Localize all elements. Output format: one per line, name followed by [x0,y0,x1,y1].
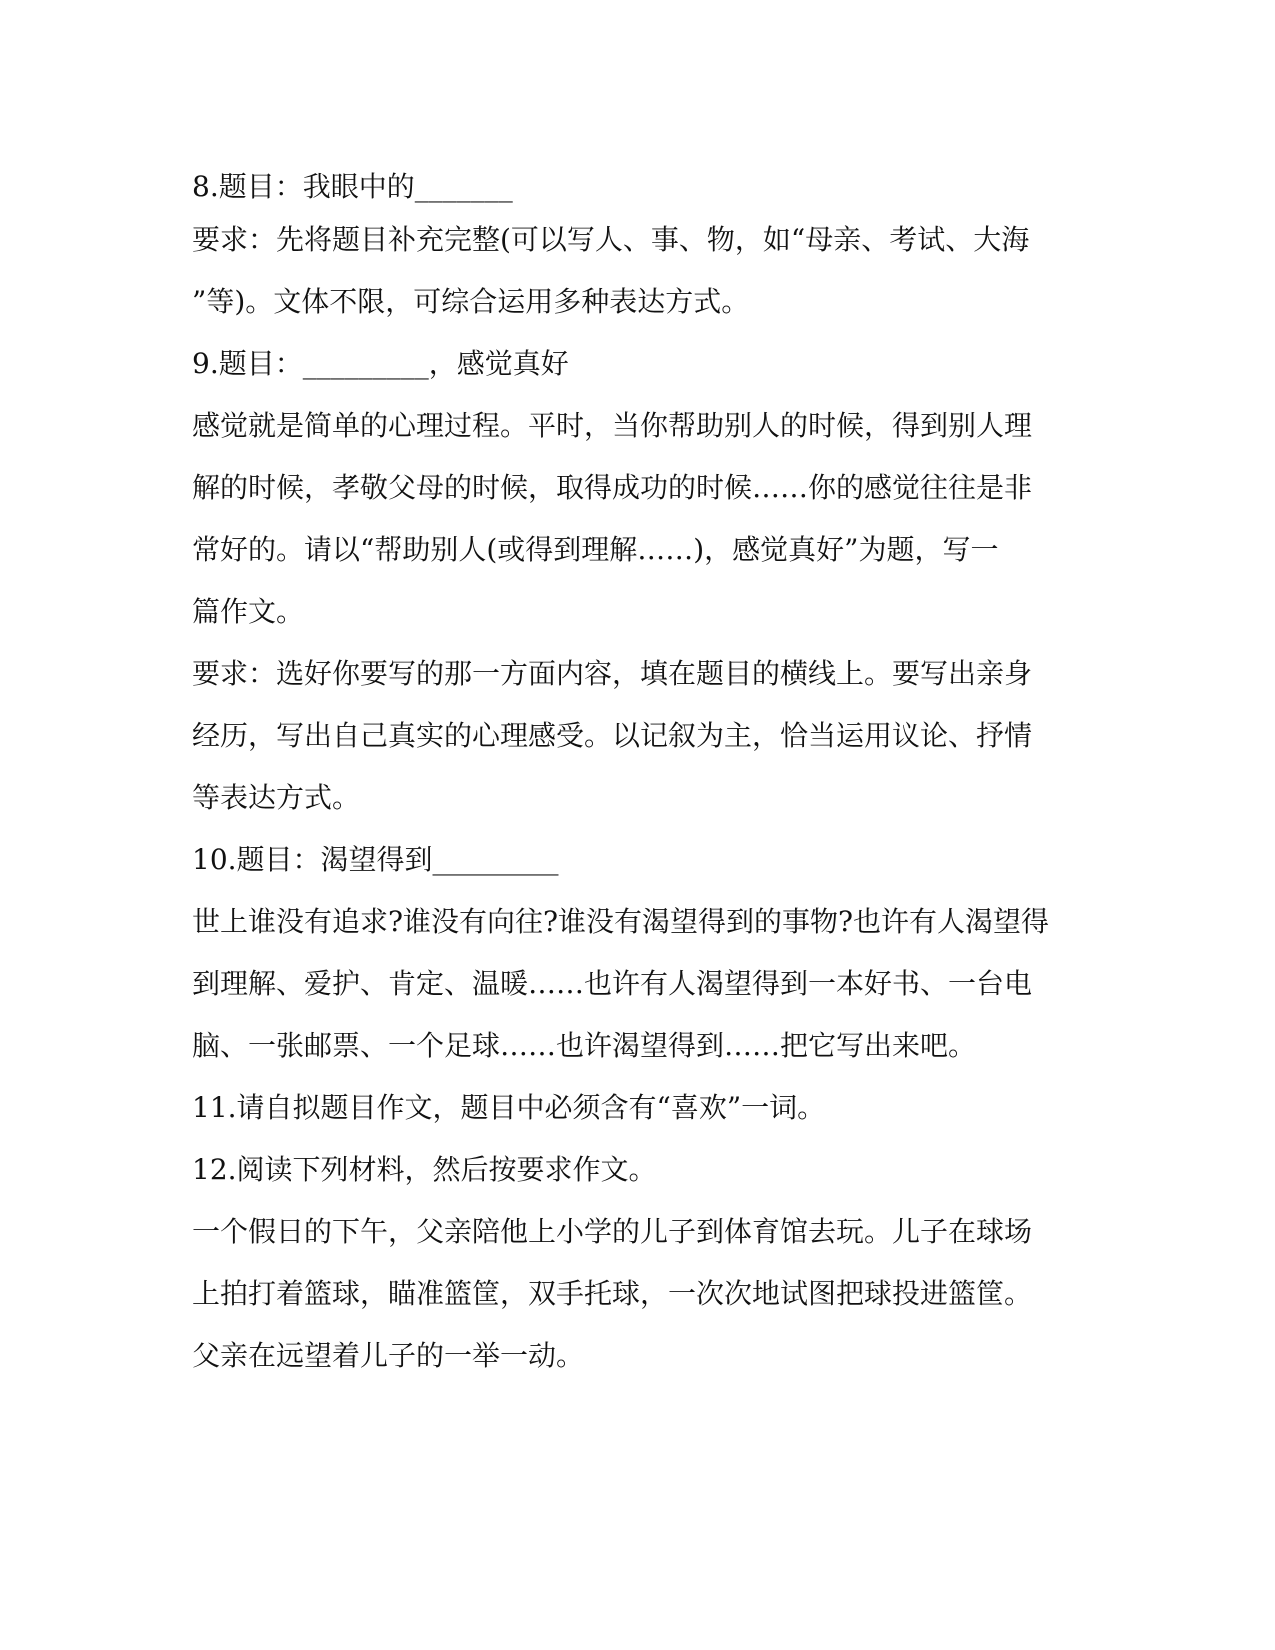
prompt-9-requirement-line: 经历，写出自己真实的心理感受。以记叙为主，恰当运用议论、抒情 [192,719,1033,752]
prompt-12-material-line: 上拍打着篮球，瞄准篮筐，双手托球，一次次地试图把球投进篮筐。 [192,1277,1033,1310]
prompt-10-description-line: 世上谁没有追求?谁没有向往?谁没有渴望得到的事物?也许有人渴望得 [192,905,1050,938]
prompt-9-description-line: 常好的。请以“帮助别人(或得到理解……)，感觉真好”为题，写一 [192,533,999,566]
prompt-9-title: 9.题目：_________，感觉真好 [192,347,569,380]
prompt-12-material-line: 一个假日的下午，父亲陪他上小学的儿子到体育馆去玩。儿子在球场 [192,1215,1033,1248]
prompt-10-description-line: 脑、一张邮票、一个足球……也许渴望得到……把它写出来吧。 [192,1029,977,1062]
prompt-10-description-line: 到理解、爱护、肯定、温暖……也许有人渴望得到一本好书、一台电 [192,967,1033,1000]
prompt-11-title: 11.请自拟题目作文，题目中必须含有“喜欢”一词。 [192,1091,826,1124]
prompt-10-title: 10.题目：渴望得到_________ [192,843,559,876]
prompt-9-description-line: 解的时候，孝敬父母的时候，取得成功的时候……你的感觉往往是非 [192,471,1033,504]
prompt-9-description-line: 感觉就是简单的心理过程。平时，当你帮助别人的时候，得到别人理 [192,409,1033,442]
prompt-9-requirement-line: 等表达方式。 [192,781,361,814]
prompt-9-description-line: 篇作文。 [192,595,305,628]
prompt-8-requirement-line: 要求：先将题目补充完整(可以写人、事、物，如“母亲、考试、大海 [192,223,1030,256]
prompt-12-title: 12.阅读下列材料，然后按要求作文。 [192,1153,657,1186]
prompt-8-requirement-line: ”等)。文体不限，可综合运用多种表达方式。 [192,285,750,318]
prompt-8-title: 8.题目：我眼中的_______ [192,170,513,203]
prompt-12-material-line: 父亲在远望着儿子的一举一动。 [192,1339,585,1372]
prompt-9-requirement-line: 要求：选好你要写的那一方面内容，填在题目的横线上。要写出亲身 [192,657,1033,690]
